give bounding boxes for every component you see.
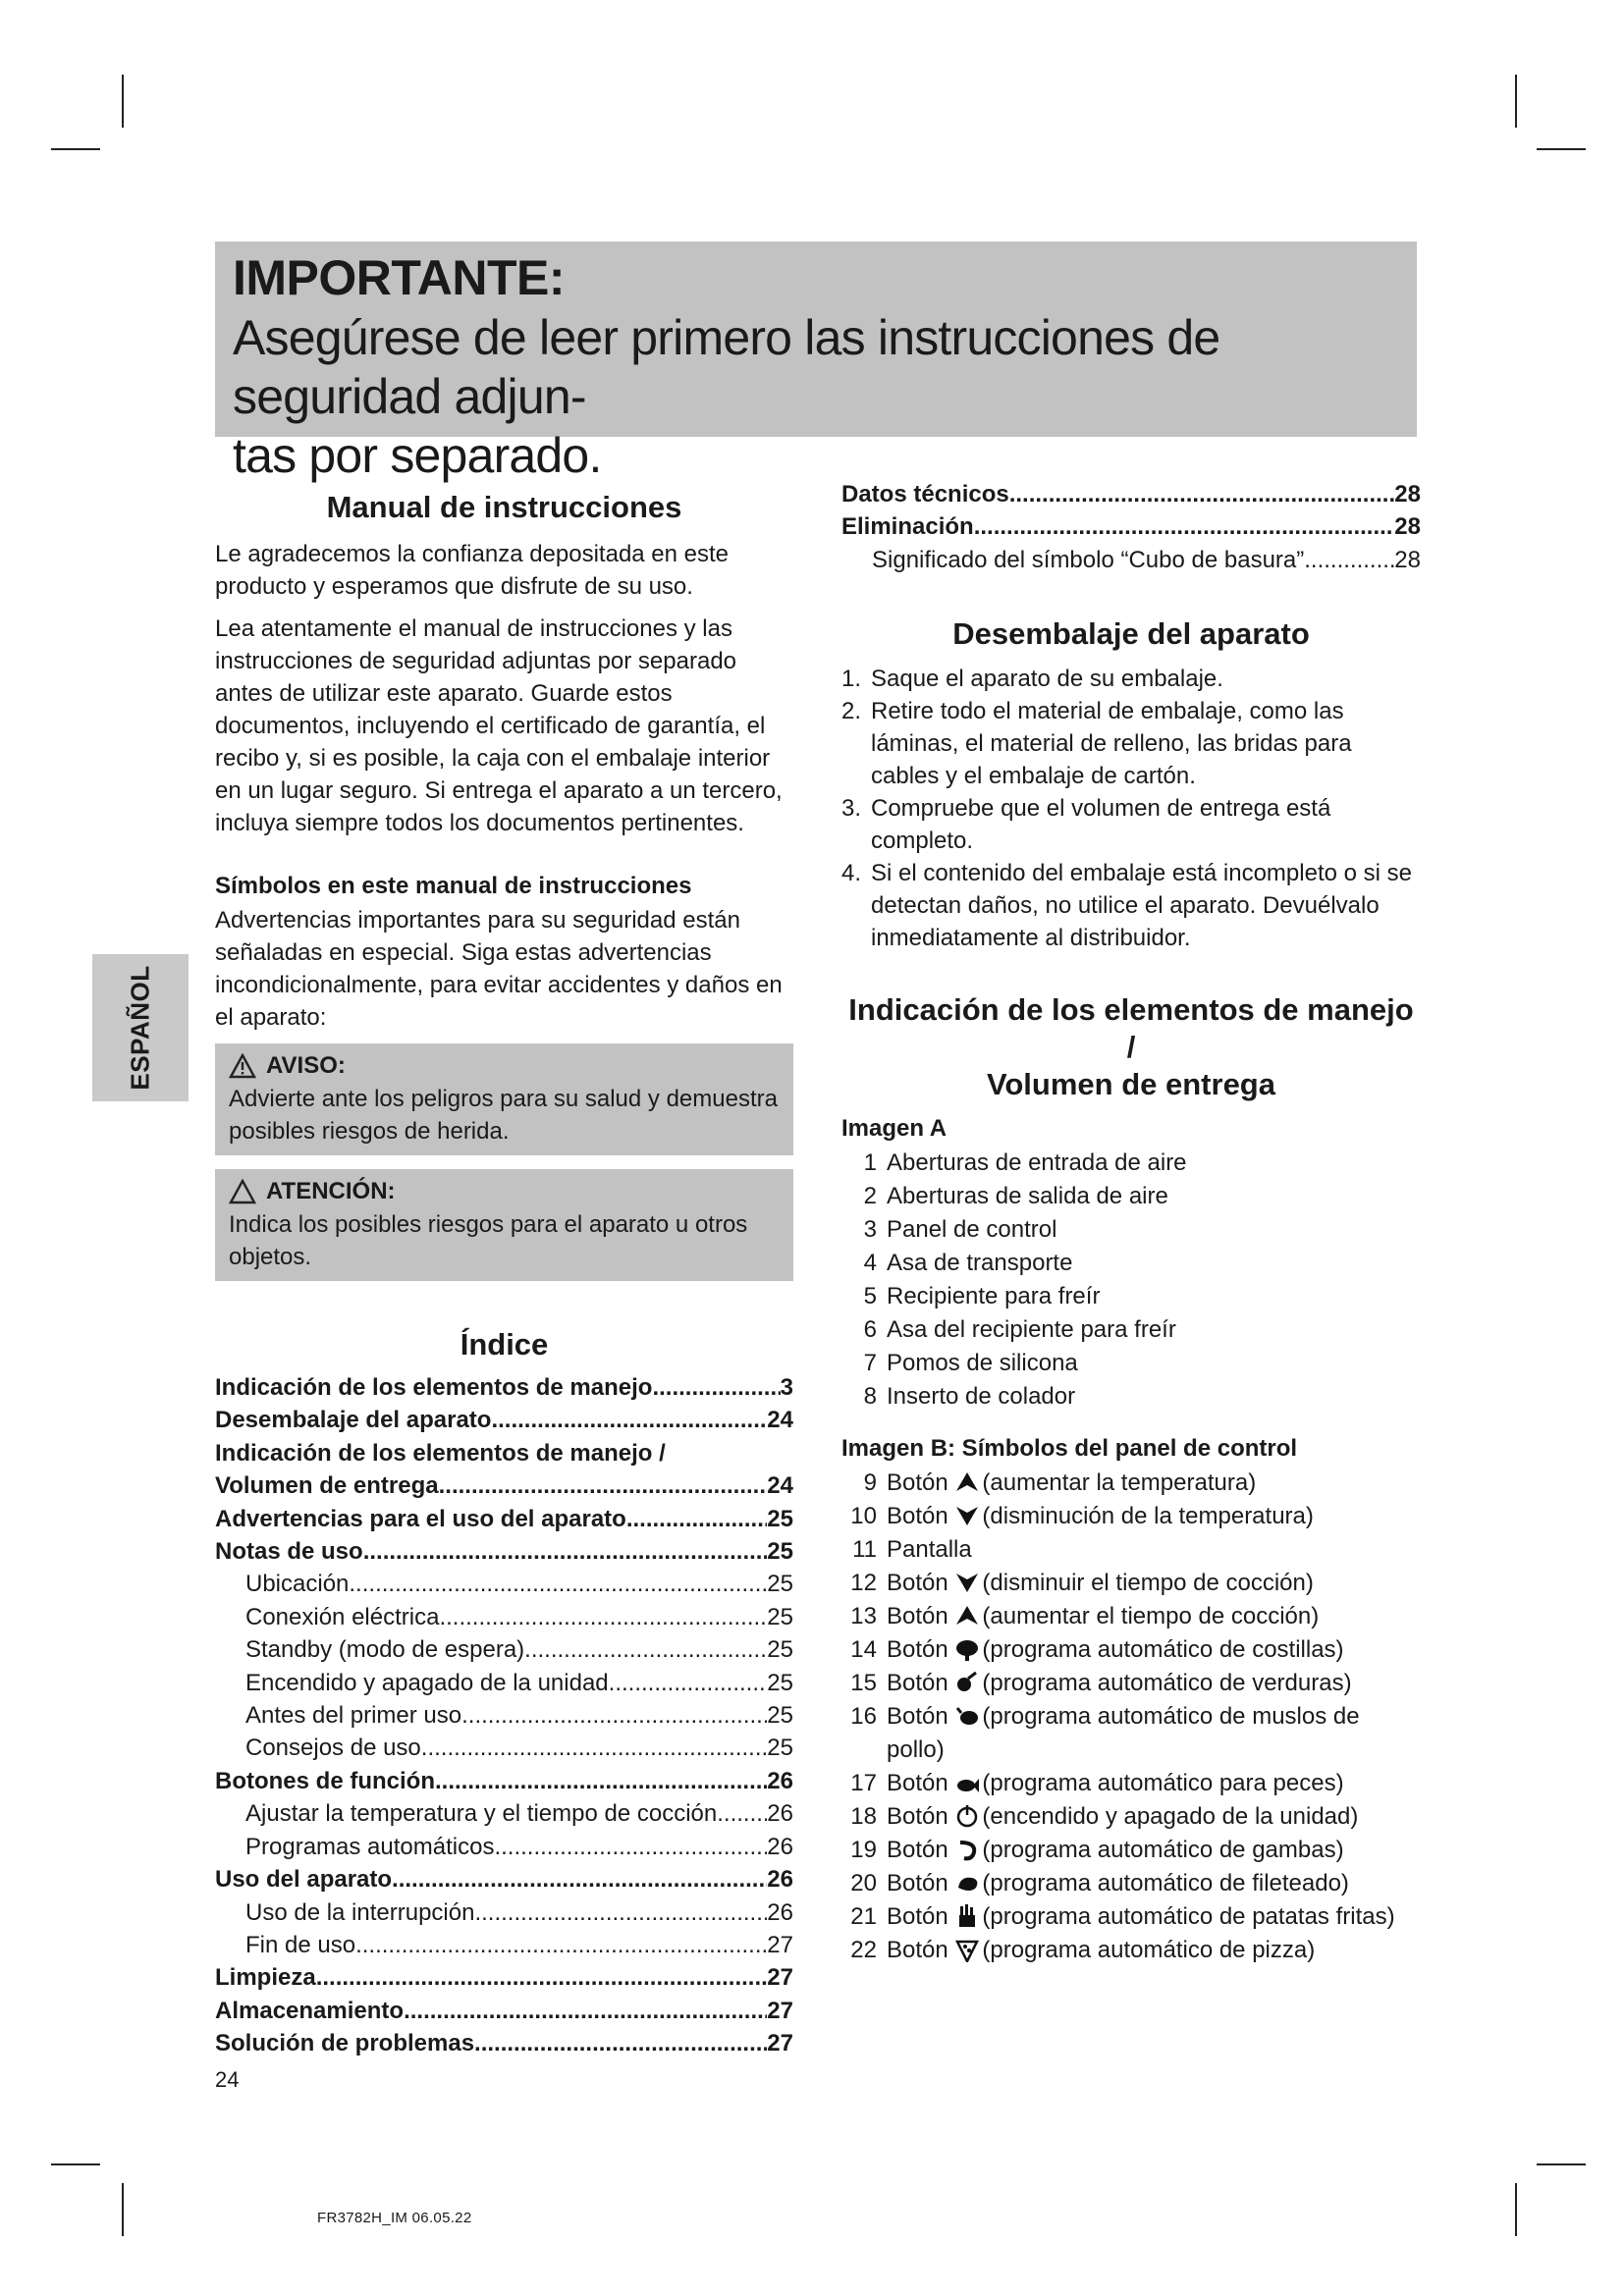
crop-mark bbox=[122, 75, 124, 128]
important-banner bbox=[215, 241, 1417, 483]
toc-entry-page: 3 bbox=[780, 1374, 793, 1401]
toc-row bbox=[215, 1765, 793, 1797]
crop-mark bbox=[122, 2183, 124, 2236]
elements-title-1: Indicación de los elementos de manejo / bbox=[848, 992, 1414, 1065]
warning-box bbox=[215, 1043, 793, 1155]
vegetables-icon bbox=[954, 1670, 980, 1695]
toc-entry-title: Significado del símbolo “Cubo de basura” bbox=[872, 546, 1305, 573]
toc-row bbox=[841, 510, 1421, 543]
control-symbol-item bbox=[841, 1600, 1421, 1633]
toc-entry-title: Conexión eléctrica bbox=[245, 1603, 440, 1630]
steak-icon bbox=[954, 1870, 980, 1896]
toc-entry-title: Programas automáticos bbox=[245, 1833, 495, 1860]
control-symbol-item bbox=[841, 1934, 1421, 1967]
toc-entry-title: Volumen de entrega bbox=[215, 1472, 439, 1500]
control-symbol-text: (programa automático de pizza) bbox=[982, 1937, 1316, 1964]
toc-entry-page: 27 bbox=[767, 1931, 793, 1958]
crop-mark bbox=[1515, 2183, 1517, 2236]
warning-text: Advierte ante los peligros para su salud y demuestra posibles riesgos de herida. bbox=[229, 1086, 778, 1145]
toc-entry-title: Encendido y apagado de la unidad bbox=[245, 1669, 609, 1696]
toc-entry-title: Consejos de uso bbox=[245, 1735, 421, 1762]
toc-entry-title: Indicación de los elementos de manejo / bbox=[215, 1439, 666, 1467]
toc-entry-title: Solución de problemas bbox=[215, 2030, 475, 2057]
control-symbol-label: Botón bbox=[887, 1870, 948, 1897]
control-symbol-item bbox=[841, 1633, 1421, 1667]
index-title: Índice bbox=[460, 1327, 549, 1362]
toc-row bbox=[215, 1469, 793, 1502]
toc-row bbox=[215, 1797, 793, 1830]
fish-icon bbox=[954, 1770, 980, 1795]
control-symbol-item bbox=[841, 1667, 1421, 1700]
toc-entry-page: 25 bbox=[767, 1538, 793, 1566]
image-a-item-text: Aberturas de salida de aire bbox=[887, 1183, 1168, 1210]
toc-entry-page: 25 bbox=[767, 1669, 793, 1696]
toc-row bbox=[215, 1404, 793, 1436]
toc-leader-dots bbox=[1304, 544, 1394, 576]
image-a-item-number: 2 bbox=[863, 1183, 877, 1210]
toc-row bbox=[215, 1831, 793, 1863]
toc-entry-title: Ajustar la temperatura y el tiempo de cocción bbox=[245, 1800, 718, 1828]
crop-mark bbox=[1537, 2163, 1586, 2165]
toc-row bbox=[215, 1437, 793, 1469]
toc-entry-page: 26 bbox=[767, 1767, 793, 1794]
toc-entry-page: 27 bbox=[767, 1997, 793, 2024]
control-symbol-text: (programa automático de fileteado) bbox=[982, 1870, 1349, 1897]
toc-leader-dots bbox=[474, 1896, 767, 1929]
control-symbol-number: 21 bbox=[850, 1903, 877, 1931]
control-symbol-number: 16 bbox=[850, 1703, 877, 1731]
control-symbol-label: Botón bbox=[887, 1503, 948, 1530]
toc-row bbox=[215, 1371, 793, 1404]
image-a-item-number: 5 bbox=[863, 1283, 877, 1310]
toc-row bbox=[215, 1503, 793, 1535]
warning-header bbox=[229, 1049, 780, 1083]
toc-entry-page: 26 bbox=[767, 1898, 793, 1926]
toc-leader-dots bbox=[363, 1535, 768, 1568]
arrow-down-icon bbox=[954, 1570, 980, 1595]
toc-leader-dots bbox=[435, 1765, 767, 1797]
image-a-item bbox=[841, 1313, 1421, 1347]
control-symbol-label: Botón bbox=[887, 1469, 948, 1497]
control-symbol-label: Pantalla bbox=[887, 1536, 972, 1564]
power-icon bbox=[954, 1803, 980, 1829]
control-symbol-desc bbox=[887, 1767, 1344, 1800]
control-symbol-number: 20 bbox=[850, 1870, 877, 1897]
crop-mark bbox=[1537, 148, 1586, 150]
toc-row bbox=[215, 1732, 793, 1764]
toc-leader-dots bbox=[421, 1732, 768, 1764]
image-a-item bbox=[841, 1247, 1421, 1280]
control-symbol-item bbox=[841, 1467, 1421, 1500]
control-symbol-number: 9 bbox=[863, 1469, 877, 1497]
image-a-item bbox=[841, 1347, 1421, 1380]
caution-text: Indica los posibles riesgos para el aparato u otros objetos. bbox=[229, 1211, 748, 1270]
control-symbol-desc bbox=[887, 1533, 972, 1567]
image-a-item-text: Pomos de silicona bbox=[887, 1350, 1078, 1377]
control-symbol-desc bbox=[887, 1567, 1314, 1600]
control-symbol-number: 12 bbox=[850, 1570, 877, 1597]
control-symbol-number: 19 bbox=[850, 1837, 877, 1864]
image-a-item-text: Aberturas de entrada de aire bbox=[887, 1149, 1187, 1177]
toc-entry-title: Indicación de los elementos de manejo bbox=[215, 1374, 653, 1401]
control-symbol-desc bbox=[887, 1500, 1314, 1533]
left-column bbox=[215, 481, 793, 2060]
image-a-title: Imagen A bbox=[841, 1115, 947, 1143]
page-number: 24 bbox=[215, 2067, 240, 2092]
toc-row bbox=[215, 1995, 793, 2027]
toc-entry-title: Standby (modo de espera) bbox=[245, 1636, 525, 1664]
toc-leader-dots bbox=[974, 510, 1395, 543]
control-symbol-number: 22 bbox=[850, 1937, 877, 1964]
control-symbol-label: Botón bbox=[887, 1570, 948, 1597]
table-of-contents-continued bbox=[841, 478, 1421, 576]
control-symbol-item bbox=[841, 1834, 1421, 1867]
toc-leader-dots bbox=[439, 1601, 767, 1633]
toc-entry-title: Datos técnicos bbox=[841, 481, 1009, 507]
toc-row bbox=[841, 478, 1421, 510]
control-symbol-desc bbox=[887, 1800, 1358, 1834]
crop-mark bbox=[51, 148, 100, 150]
unpack-step-text: Compruebe que el volumen de entrega está completo. bbox=[871, 795, 1331, 855]
control-symbol-desc bbox=[887, 1667, 1352, 1700]
banner-line-2: tas por separado. bbox=[233, 428, 602, 483]
right-column bbox=[841, 481, 1421, 1967]
manual-title: Manual de instrucciones bbox=[326, 490, 682, 524]
toc-leader-dots bbox=[404, 1995, 767, 2027]
image-a-item-number: 3 bbox=[863, 1216, 877, 1244]
toc-leader-dots bbox=[524, 1633, 767, 1666]
toc-row bbox=[215, 1961, 793, 1994]
control-symbol-label: Botón bbox=[887, 1903, 948, 1931]
image-a-item bbox=[841, 1380, 1421, 1414]
unpack-title: Desembalaje del aparato bbox=[952, 616, 1310, 652]
toc-entry-page: 25 bbox=[767, 1505, 793, 1532]
toc-leader-dots bbox=[717, 1797, 767, 1830]
image-a-list bbox=[841, 1147, 1421, 1414]
control-symbol-text: (programa automático para peces) bbox=[982, 1770, 1344, 1797]
toc-entry-page: 27 bbox=[767, 1964, 793, 1992]
control-symbol-item bbox=[841, 1700, 1421, 1767]
document-code: FR3782H_IM 06.05.22 bbox=[317, 2210, 472, 2226]
toc-entry-page: 28 bbox=[1394, 513, 1421, 541]
unpack-step bbox=[841, 663, 1421, 695]
caution-box bbox=[215, 1169, 793, 1281]
toc-entry-page: 24 bbox=[767, 1472, 793, 1500]
toc-leader-dots bbox=[494, 1831, 767, 1863]
control-symbol-label: Botón bbox=[887, 1837, 948, 1864]
toc-entry-title: Limpieza bbox=[215, 1964, 316, 1992]
control-symbol-text: (programa automático de verduras) bbox=[982, 1670, 1352, 1697]
control-symbol-label: Botón bbox=[887, 1770, 948, 1797]
toc-entry-title: Fin de uso bbox=[245, 1931, 356, 1958]
toc-entry-title: Almacenamiento bbox=[215, 1997, 405, 2024]
control-symbol-label: Botón bbox=[887, 1603, 948, 1630]
control-symbol-number: 18 bbox=[850, 1803, 877, 1831]
toc-leader-dots bbox=[355, 1929, 767, 1961]
toc-entry-title: Uso de la interrupción bbox=[245, 1898, 475, 1926]
toc-row bbox=[215, 2027, 793, 2059]
control-symbol-number: 11 bbox=[852, 1536, 877, 1564]
image-a-item-text: Inserto de colador bbox=[887, 1383, 1076, 1411]
toc-leader-dots bbox=[439, 1469, 768, 1502]
toc-leader-dots bbox=[349, 1568, 767, 1600]
toc-row bbox=[215, 1601, 793, 1633]
toc-leader-dots bbox=[652, 1371, 780, 1404]
language-tab bbox=[92, 954, 189, 1101]
banner-line-1: Asegúrese de leer primero las instrucciones de seguridad adjun- bbox=[233, 310, 1220, 424]
unpack-steps bbox=[841, 663, 1421, 954]
image-a-item-text: Recipiente para freír bbox=[887, 1283, 1101, 1310]
toc-row bbox=[215, 1568, 793, 1600]
unpack-step-text: Saque el aparato de su embalaje. bbox=[871, 666, 1223, 693]
image-a-item bbox=[841, 1213, 1421, 1247]
banner-heading: IMPORTANTE: bbox=[233, 250, 565, 305]
toc-entry-page: 25 bbox=[767, 1603, 793, 1630]
control-symbol-label: Botón bbox=[887, 1937, 948, 1964]
control-symbol-item bbox=[841, 1533, 1421, 1567]
toc-leader-dots bbox=[609, 1667, 768, 1699]
language-tab-label: ESPAÑOL bbox=[125, 965, 155, 1091]
arrow-up-icon bbox=[954, 1469, 980, 1495]
control-symbol-item bbox=[841, 1567, 1421, 1600]
toc-entry-page: 28 bbox=[1394, 546, 1421, 573]
control-symbol-item bbox=[841, 1767, 1421, 1800]
control-symbol-text: (programa automático de costillas) bbox=[982, 1636, 1344, 1664]
image-a-item-text: Asa de transporte bbox=[887, 1250, 1073, 1277]
toc-entry-title: Uso del aparato bbox=[215, 1866, 393, 1894]
toc-leader-dots bbox=[474, 2027, 767, 2059]
control-symbol-desc bbox=[887, 1633, 1344, 1667]
unpack-step bbox=[841, 792, 1421, 857]
manual-intro: Le agradecemos la confianza depositada en este producto y esperamos que disfrute de su uso. bbox=[215, 541, 730, 600]
crop-mark bbox=[1515, 75, 1517, 128]
elements-title-2: Volumen de entrega bbox=[987, 1067, 1275, 1102]
toc-entry-title: Desembalaje del aparato bbox=[215, 1407, 492, 1434]
toc-entry-page: 25 bbox=[767, 1735, 793, 1762]
toc-entry-title: Ubicación bbox=[245, 1571, 350, 1598]
image-a-item bbox=[841, 1280, 1421, 1313]
unpack-step-number: 2. bbox=[841, 698, 862, 725]
toc-entry-page: 26 bbox=[767, 1833, 793, 1860]
arrow-down-icon bbox=[954, 1503, 980, 1528]
control-symbol-number: 15 bbox=[850, 1670, 877, 1697]
toc-leader-dots bbox=[392, 1863, 767, 1896]
control-symbol-desc bbox=[887, 1600, 1319, 1633]
control-symbol-text: (programa automático de gambas) bbox=[982, 1837, 1344, 1864]
control-symbol-text: (disminuir el tiempo de cocción) bbox=[982, 1570, 1314, 1597]
toc-entry-page: 24 bbox=[767, 1407, 793, 1434]
toc-row bbox=[841, 544, 1421, 576]
warning-triangle-icon bbox=[229, 1053, 256, 1079]
control-symbol-label: Botón bbox=[887, 1803, 948, 1831]
image-a-item bbox=[841, 1147, 1421, 1180]
toc-entry-page: 26 bbox=[767, 1866, 793, 1894]
warning-title: AVISO: bbox=[266, 1052, 346, 1079]
symbols-title: Símbolos en este manual de instrucciones bbox=[215, 873, 692, 899]
control-symbol-text: (encendido y apagado de la unidad) bbox=[982, 1803, 1359, 1831]
control-symbol-desc bbox=[887, 1467, 1256, 1500]
control-symbol-label: Botón bbox=[887, 1670, 948, 1697]
control-symbol-text: (programa automático de patatas fritas) bbox=[982, 1903, 1395, 1931]
shrimp-icon bbox=[954, 1837, 980, 1862]
control-symbol-text: (disminución de la temperatura) bbox=[982, 1503, 1314, 1530]
toc-row bbox=[215, 1929, 793, 1961]
crop-mark bbox=[51, 2163, 100, 2165]
toc-entry-title: Botones de función bbox=[215, 1767, 435, 1794]
control-symbol-item bbox=[841, 1500, 1421, 1533]
image-a-item-number: 6 bbox=[863, 1316, 877, 1344]
toc-entry-page: 25 bbox=[767, 1702, 793, 1730]
image-b-list bbox=[841, 1467, 1421, 1967]
unpack-step-number: 1. bbox=[841, 666, 862, 693]
control-symbol-number: 17 bbox=[850, 1770, 877, 1797]
image-a-item-number: 1 bbox=[863, 1149, 877, 1177]
toc-entry-title: Antes del primer uso bbox=[245, 1702, 462, 1730]
caution-triangle-icon bbox=[229, 1179, 256, 1204]
unpack-step bbox=[841, 857, 1421, 954]
toc-row bbox=[215, 1863, 793, 1896]
image-b-title: Imagen B: Símbolos del panel de control bbox=[841, 1435, 1298, 1463]
image-a-item-text: Asa del recipiente para freír bbox=[887, 1316, 1176, 1344]
toc-entry-title: Eliminación bbox=[841, 513, 974, 541]
toc-entry-page: 26 bbox=[767, 1800, 793, 1828]
image-a-item-number: 7 bbox=[863, 1350, 877, 1377]
toc-row bbox=[215, 1535, 793, 1568]
toc-row bbox=[215, 1896, 793, 1929]
unpack-step-text: Retire todo el material de embalaje, como las láminas, el material de relleno, las bridas para cables y el embalaje de cartón. bbox=[871, 698, 1352, 790]
unpack-step-text: Si el contenido del embalaje está incompleto o si se detectan daños, no utilice el aparato. Devuélvalo inmediatamente al distribuidor. bbox=[871, 860, 1412, 952]
control-symbol-item bbox=[841, 1800, 1421, 1834]
control-symbol-desc bbox=[887, 1900, 1395, 1934]
control-symbol-item bbox=[841, 1867, 1421, 1900]
unpack-step-number: 4. bbox=[841, 860, 862, 887]
control-symbol-number: 13 bbox=[850, 1603, 877, 1630]
image-a-item-number: 8 bbox=[863, 1383, 877, 1411]
toc-row bbox=[215, 1699, 793, 1732]
unpack-step-number: 3. bbox=[841, 795, 862, 823]
control-symbol-label: Botón bbox=[887, 1703, 948, 1731]
image-a-item bbox=[841, 1180, 1421, 1213]
control-symbol-desc bbox=[887, 1934, 1315, 1967]
fries-icon bbox=[954, 1903, 980, 1929]
caution-title: ATENCIÓN: bbox=[266, 1178, 396, 1204]
toc-leader-dots bbox=[626, 1503, 767, 1535]
manual-body: Lea atentamente el manual de instrucciones y las instrucciones de seguridad adjuntas por separado antes de utilizar este aparato. Guarde estos documentos, incluyendo el certificado de garantía, el recibo y, si es posible, la caja con el embalaje interior en un lugar seguro. Si entrega el aparato a un tercero, incluya siempre todos los documentos pertinentes. bbox=[215, 615, 783, 836]
toc-entry-title: Notas de uso bbox=[215, 1538, 363, 1566]
image-a-item-number: 4 bbox=[863, 1250, 877, 1277]
table-of-contents bbox=[215, 1371, 793, 2060]
control-symbol-text: (aumentar el tiempo de cocción) bbox=[982, 1603, 1320, 1630]
pizza-icon bbox=[954, 1937, 980, 1962]
ribs-icon bbox=[954, 1636, 980, 1662]
unpack-step bbox=[841, 695, 1421, 792]
control-symbol-desc bbox=[887, 1700, 1421, 1767]
control-symbol-label: Botón bbox=[887, 1636, 948, 1664]
image-a-item-text: Panel de control bbox=[887, 1216, 1057, 1244]
toc-entry-page: 25 bbox=[767, 1636, 793, 1664]
toc-entry-page: 28 bbox=[1394, 481, 1421, 507]
control-symbol-text: (programa automático de muslos de pollo) bbox=[887, 1703, 1360, 1764]
toc-row bbox=[215, 1633, 793, 1666]
arrow-up-icon bbox=[954, 1603, 980, 1629]
toc-leader-dots bbox=[1009, 478, 1395, 510]
control-symbol-desc bbox=[887, 1834, 1344, 1867]
chicken-leg-icon bbox=[954, 1703, 980, 1729]
control-symbol-desc bbox=[887, 1867, 1349, 1900]
toc-row bbox=[215, 1667, 793, 1699]
toc-leader-dots bbox=[316, 1961, 768, 1994]
control-symbol-text: (aumentar la temperatura) bbox=[982, 1469, 1257, 1497]
toc-leader-dots bbox=[461, 1699, 767, 1732]
control-symbol-item bbox=[841, 1900, 1421, 1934]
toc-entry-page: 25 bbox=[767, 1571, 793, 1598]
symbols-text: Advertencias importantes para su seguridad están señaladas en especial. Siga estas advertencias incondicionalmente, para evitar accidentes y daños en el aparato: bbox=[215, 907, 783, 1031]
toc-leader-dots bbox=[491, 1404, 767, 1436]
toc-entry-page: 27 bbox=[767, 2030, 793, 2057]
toc-entry-title: Advertencias para el uso del aparato bbox=[215, 1505, 626, 1532]
caution-header bbox=[229, 1175, 780, 1208]
control-symbol-number: 14 bbox=[850, 1636, 877, 1664]
control-symbol-number: 10 bbox=[850, 1503, 877, 1530]
